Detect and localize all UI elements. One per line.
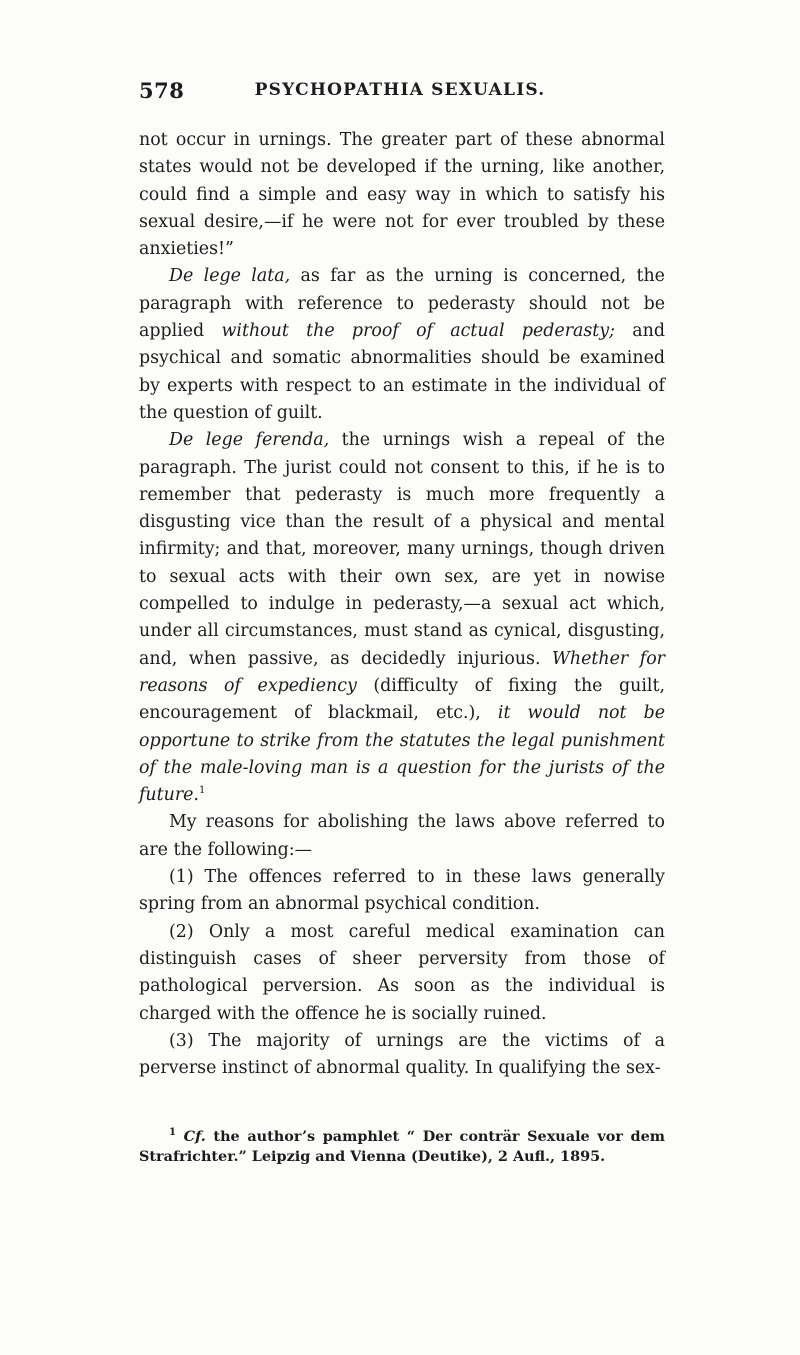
footnote	[139, 1127, 665, 1167]
paragraph-reason-1	[139, 864, 665, 919]
paragraph-text: (1) The offences referred to in these laws generally spring from an abnormal psychical condition.	[139, 867, 665, 915]
paragraph-reasons-intro	[139, 809, 665, 864]
footnote-reference: 1	[198, 785, 206, 797]
italic-phrase: Whether for reasons of expediency	[139, 648, 665, 696]
page-number: 578	[139, 78, 185, 103]
paragraph-text: My reasons for abolishing the laws above referred to are the following:—	[139, 812, 665, 860]
footnote-text: the author’s pamphlet “ Der conträr Sexuale vor dem Strafrichter.” Leipzig and Vienna (Deutike), 2 Aufl., 1895.	[139, 1128, 665, 1165]
footnote-cf: Cf.	[183, 1128, 206, 1145]
running-title: PSYCHOPATHIA SEXUALIS.	[254, 80, 546, 100]
running-head	[139, 78, 661, 108]
latin-phrase: De lege lata,	[169, 266, 291, 287]
paragraph-text: as far as the urning is concerned, the paragraph with reference to pederasty should not be applied	[139, 266, 665, 342]
footnote-marker: 1	[169, 1127, 176, 1139]
paragraph-text: and psychical and somatic abnormalities should be examined by experts with respect to an estimate in the individual of the question of guilt.	[139, 321, 666, 423]
paragraph-reason-2	[139, 919, 665, 1028]
paragraph-text: (difficulty of fixing the guilt, encouragement of blackmail, etc.),	[139, 675, 666, 724]
paragraph-de-lege-lata	[139, 263, 665, 427]
italic-phrase: without the proof of actual pederasty;	[221, 321, 615, 342]
paragraph-text: (3) The majority of urnings are the victims of a perverse instinct of abnormal quality. In qualifying the sex-	[139, 1030, 665, 1079]
paragraph-reason-3	[139, 1028, 665, 1083]
latin-phrase: De lege ferenda,	[169, 430, 330, 451]
paragraph-continuation	[139, 127, 665, 263]
paragraph-de-lege-ferenda	[139, 427, 665, 809]
paragraph-text: (2) Only a most careful medical examination can distinguish cases of sheer perversity from those of pathological perversion. As soon as the individual is charged with the offence he is socially ruined.	[139, 921, 665, 1024]
body-text	[139, 127, 665, 1082]
italic-phrase: it would not be opportune to strike from the statutes the legal punishment of the male-loving man is a question for the jurists of the future.	[139, 703, 665, 806]
paragraph-text: not occur in urnings. The greater part of these abnormal states would not be developed if the urning, like another, could find a simple and easy way in which to satisfy his sexual desire,—if he were not for ever troubled by these anxieties!”	[139, 130, 665, 260]
paragraph-text: the urnings wish a repeal of the paragraph. The jurist could not consent to this, if he is to remember that pederasty is much more frequently a disgusting vice than the result of a physical and mental infirmity; and that, moreover, many urnings, though driven to sexual acts with their own sex, are yet in nowise compelled to indulge in pederasty,—a sexual act which, under all circumstances, must stand as cynical, disgusting, and, when passive, as decidedly injurious.	[139, 430, 665, 669]
